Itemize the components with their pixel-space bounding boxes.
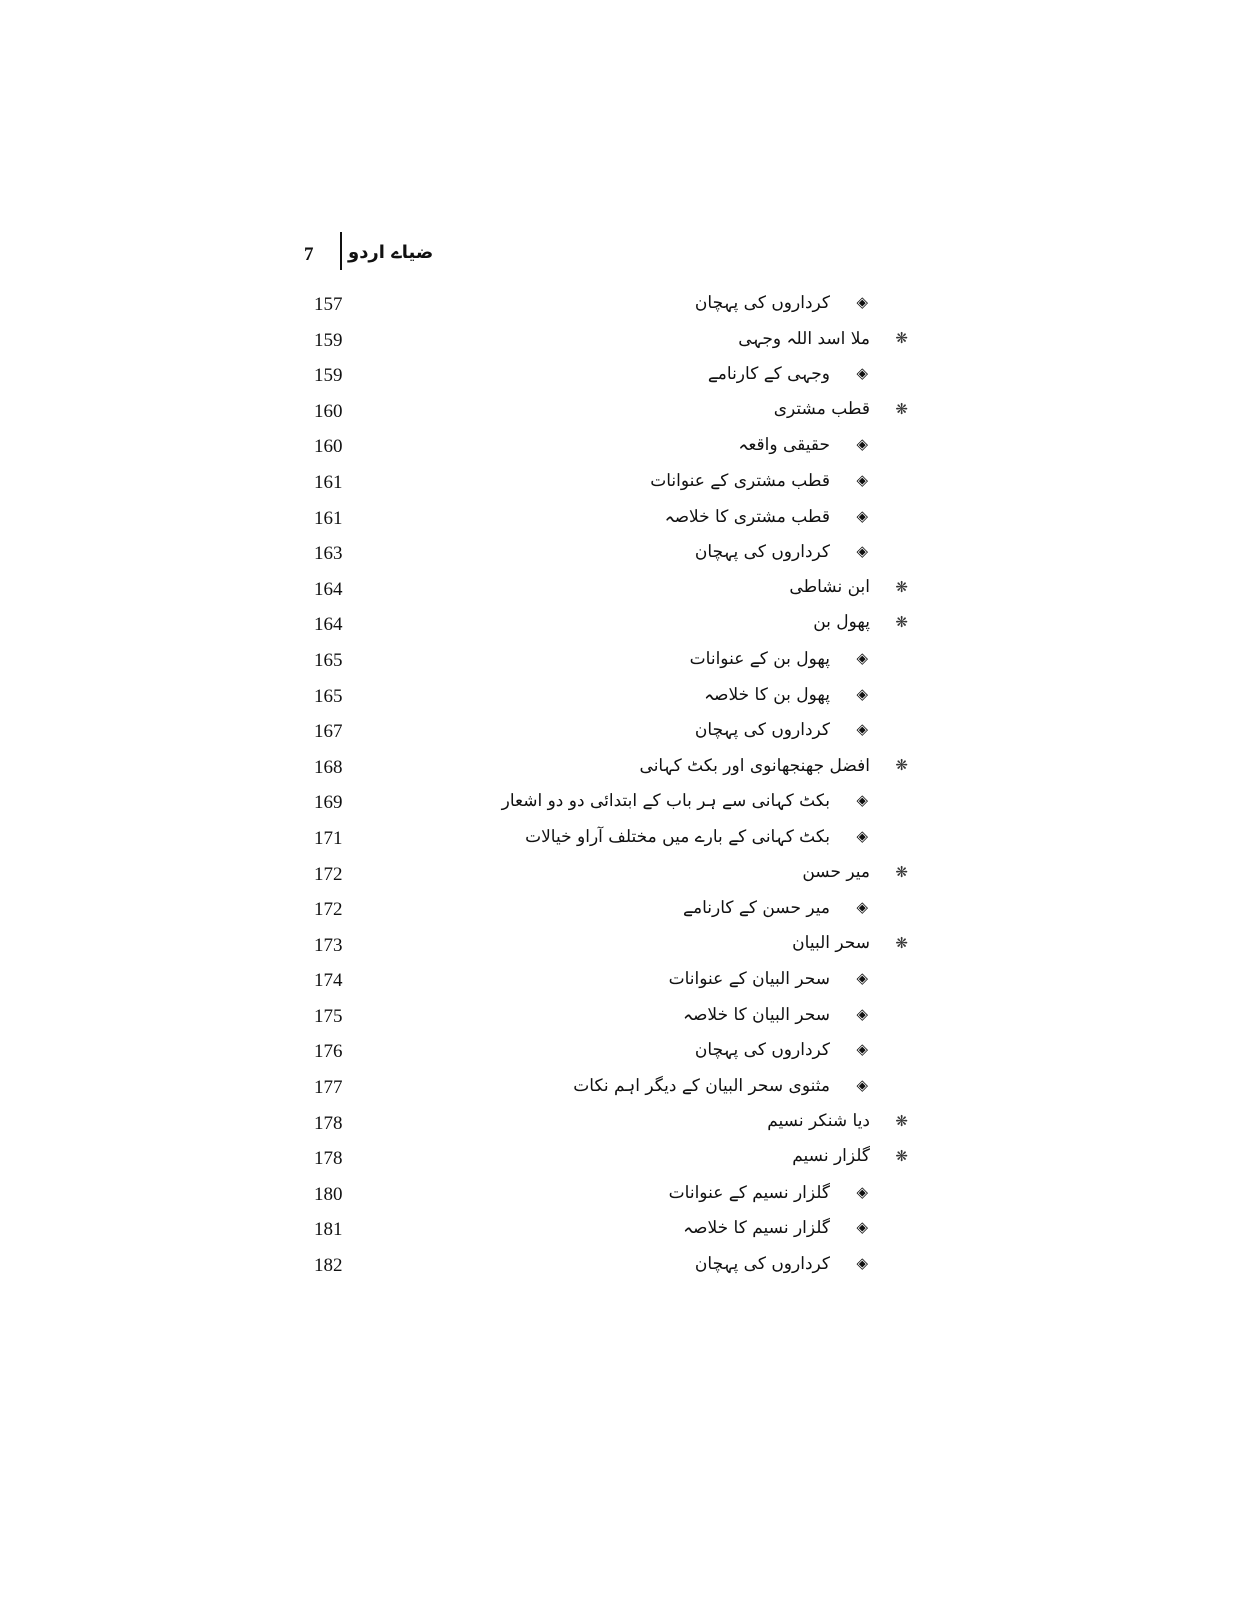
toc-page-number: 169 [314,792,343,814]
toc-entry-title: افضل جھنجھانوی اور بکٹ کہانی [639,755,870,776]
header-divider [340,232,342,270]
toc-entry-title: کرداروں کی پہچان [694,1254,830,1275]
toc-page-number: 178 [314,1112,343,1134]
toc-entry-title: گلزار نسیم کے عنوانات [668,1182,830,1203]
toc-sub-entry [300,822,920,858]
toc-entry-title: کرداروں کی پہچان [694,542,830,563]
toc-entry-title: سحر البیان کے عنوانات [668,969,830,990]
toc-entry-title: ابن نشاطی [789,576,870,597]
toc-page-number: 164 [314,614,343,636]
toc-main-entry [300,573,920,609]
diamond-bullet-icon: ◈ [856,293,868,311]
asterisk-star-icon: ❋ [895,1147,908,1166]
asterisk-star-icon: ❋ [895,613,908,632]
diamond-bullet-icon: ◈ [856,364,868,383]
toc-page-number: 176 [314,1041,343,1063]
toc-page-number: 159 [314,329,343,351]
toc-page-number: 182 [314,1255,343,1277]
toc-entry-title: قطب مشتری کے عنوانات [650,470,830,491]
toc-main-entry [300,608,920,644]
toc-entry-title: قطب مشتری کا خلاصہ [664,506,830,527]
toc-sub-entry [300,893,920,929]
toc-entry-title: میر حسن کے کارنامے [683,898,830,919]
toc-page-number: 175 [314,1005,343,1027]
toc-page-number: 181 [314,1219,343,1241]
toc-entry-title: پھول بن کے عنوانات [689,648,830,669]
toc-sub-entry [300,644,920,680]
toc-entry-title: حقیقی واقعہ [738,435,830,456]
diamond-bullet-icon: ◈ [856,1040,868,1059]
toc-entry-title: پھول بن [813,612,870,633]
toc-sub-entry [300,1249,920,1285]
toc-entry-title: کرداروں کی پہچان [694,293,830,313]
toc-entry-title: وجہی کے کارنامے [707,364,830,385]
diamond-bullet-icon: ◈ [856,791,868,810]
toc-page-number: 178 [314,1148,343,1170]
toc-page-number: 163 [314,543,343,565]
asterisk-star-icon: ❋ [895,933,908,952]
toc-page-number: 173 [314,934,343,956]
diamond-bullet-icon: ◈ [856,720,868,739]
toc-page-number: 180 [314,1183,343,1205]
toc-sub-entry [300,964,920,1000]
asterisk-star-icon: ❋ [895,755,908,774]
toc-entry-title: دیا شنکر نسیم [767,1110,870,1131]
diamond-bullet-icon: ◈ [856,1182,868,1201]
asterisk-star-icon: ❋ [895,862,908,881]
toc-entry-title: مثنوی سحر البیان کے دیگر اہم نکات [573,1076,830,1097]
diamond-bullet-icon: ◈ [856,826,868,845]
toc-page-number: 164 [314,578,343,600]
toc-entry-title: بکٹ کہانی کے بارے میں مختلف آراو خیالات [525,826,830,847]
toc-entry-title: میر حسن [802,861,870,882]
toc-page-number: 171 [314,827,343,849]
toc-main-entry [300,1142,920,1178]
toc-main-entry [300,324,920,360]
book-title: ضیاے اردو [348,242,434,263]
toc-main-entry [300,751,920,787]
toc-entry-title: گلزار نسیم کا خلاصہ [683,1218,830,1239]
toc-page-number: 168 [314,756,343,778]
page-number: 7 [304,244,314,265]
asterisk-star-icon: ❋ [895,328,908,347]
diamond-bullet-icon: ◈ [856,1254,868,1273]
toc-page-number: 159 [314,365,343,387]
asterisk-star-icon: ❋ [895,399,908,418]
toc-entry-title: کرداروں کی پہچان [694,1040,830,1061]
toc-sub-entry [300,1178,920,1214]
toc-sub-entry [300,715,920,751]
diamond-bullet-icon: ◈ [856,1076,868,1095]
toc-sub-entry [300,288,920,324]
toc-sub-entry [300,786,920,822]
toc-page-number: 165 [314,685,343,707]
toc-main-entry [300,858,920,894]
toc-page-number: 161 [314,507,343,529]
toc-sub-entry [300,359,920,395]
toc-page-number: 160 [314,436,343,458]
toc-sub-entry [300,1213,920,1249]
diamond-bullet-icon: ◈ [856,969,868,988]
toc-page-number: 172 [314,899,343,921]
toc-page-number: 165 [314,649,343,671]
diamond-bullet-icon: ◈ [856,470,868,489]
toc-sub-entry [300,1035,920,1071]
diamond-bullet-icon: ◈ [856,435,868,454]
toc-sub-entry [300,502,920,538]
toc-page-number: 172 [314,863,343,885]
diamond-bullet-icon: ◈ [856,542,868,561]
toc-sub-entry [300,680,920,716]
toc-entry-title: گلزار نسیم [792,1146,870,1167]
toc-entry-title: سحر البیان کا خلاصہ [683,1004,830,1025]
diamond-bullet-icon: ◈ [856,898,868,917]
page-header [300,232,440,272]
toc-sub-entry [300,466,920,502]
toc-entry-title: سحر البیان [792,932,870,953]
toc-main-entry [300,395,920,431]
asterisk-star-icon: ❋ [895,577,908,596]
toc-page-number: 177 [314,1077,343,1099]
toc-main-entry [300,1107,920,1143]
toc-entry-title: کرداروں کی پہچان [694,720,830,741]
toc-page-number: 160 [314,400,343,422]
toc-sub-entry [300,537,920,573]
diamond-bullet-icon: ◈ [856,684,868,703]
toc-page-number: 174 [314,970,343,992]
toc-entry-title: پھول بن کا خلاصہ [704,684,830,705]
toc-page-number: 157 [314,294,343,315]
toc-entry-title: قطب مشتری [773,398,870,419]
toc-entry-title: بکٹ کہانی سے ہر باب کے ابتدائی دو دو اشعار [501,791,830,812]
asterisk-star-icon: ❋ [895,1111,908,1130]
table-of-contents [300,288,920,1285]
toc-sub-entry [300,1071,920,1107]
toc-sub-entry [300,430,920,466]
diamond-bullet-icon: ◈ [856,506,868,525]
toc-page-number: 161 [314,471,343,493]
toc-main-entry [300,929,920,965]
toc-page-number: 167 [314,721,343,743]
toc-entry-title: ملا اسد اللہ وجہی [738,328,870,349]
diamond-bullet-icon: ◈ [856,648,868,667]
diamond-bullet-icon: ◈ [856,1004,868,1023]
diamond-bullet-icon: ◈ [856,1218,868,1237]
toc-sub-entry [300,1000,920,1036]
